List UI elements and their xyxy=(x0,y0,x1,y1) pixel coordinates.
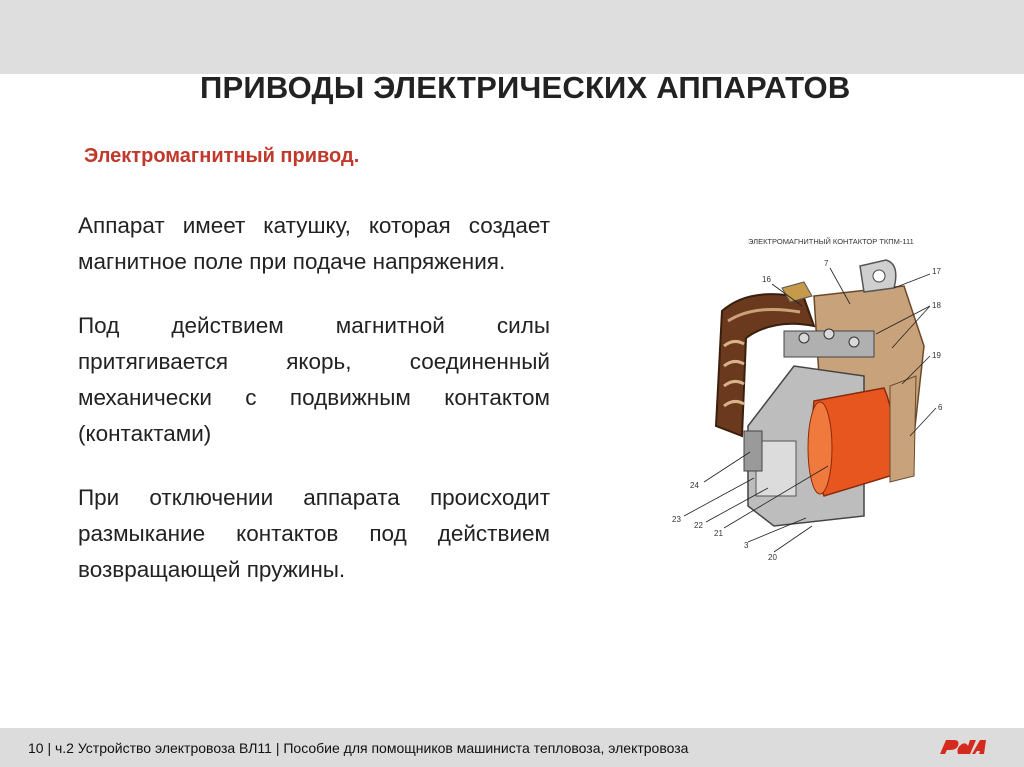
callout-16: 16 xyxy=(762,275,771,284)
callout-23: 23 xyxy=(672,515,681,524)
callout-20: 20 xyxy=(768,553,777,562)
footer-bar xyxy=(0,728,1024,767)
contact-screw xyxy=(824,329,834,339)
body-text xyxy=(78,208,550,616)
contactor-drawing xyxy=(664,226,976,572)
callout-24: 24 xyxy=(690,481,699,490)
callout-22: 22 xyxy=(694,521,703,530)
callout-18: 18 xyxy=(932,301,941,310)
coil-face xyxy=(808,402,832,494)
callout-17: 17 xyxy=(932,267,941,276)
figure-caption: ЭЛЕКТРОМАГНИТНЫЙ КОНТАКТОР ТКПМ-111 xyxy=(748,237,914,246)
footer-text: 10 | ч.2 Устройство электровоза ВЛ11 | Пособие для помощников машиниста тепловоза, электровоза xyxy=(28,740,689,756)
slide-subtitle: Электромагнитный привод. xyxy=(84,145,360,167)
slide-title: ПРИВОДЫ ЭЛЕКТРИЧЕСКИХ АППАРАТОВ xyxy=(200,70,851,105)
callout-21: 21 xyxy=(714,529,723,538)
contactor-illustration xyxy=(664,226,976,572)
pivot-block xyxy=(744,431,762,471)
callout-19: 19 xyxy=(932,351,941,360)
header-band xyxy=(0,0,1024,74)
contact-screw xyxy=(849,337,859,347)
core-flange xyxy=(890,376,916,482)
rzd-logo-icon xyxy=(936,734,988,760)
callout-6: 6 xyxy=(938,403,943,412)
paragraph-spring: При отключении аппарата происходит размыкание контактов под действием возвращающей пружины. xyxy=(78,485,550,582)
paragraph-coil: Аппарат имеет катушку, которая создает магнитное поле при подаче напряжения. xyxy=(78,213,550,274)
mounting-hole xyxy=(873,270,885,282)
callout-3: 3 xyxy=(744,541,749,550)
callout-7: 7 xyxy=(824,259,829,268)
paragraph-armature: Под действием магнитной силы притягивается якорь, соединенный механически с подвижным контактом (контактами) xyxy=(78,313,550,446)
contact-screw xyxy=(799,333,809,343)
